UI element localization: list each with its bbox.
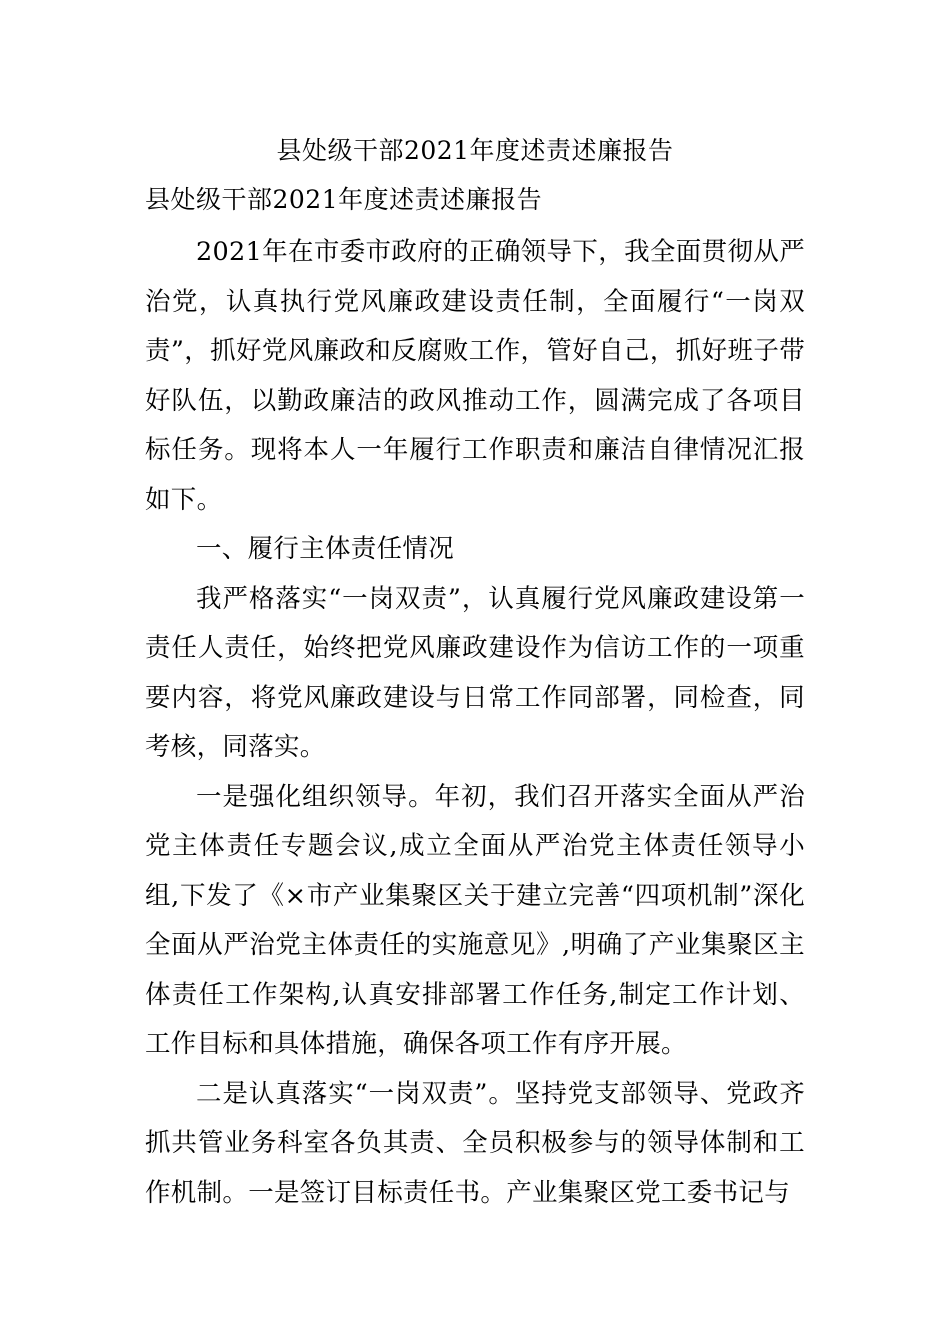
document-subtitle: 县处级干部2021年度述责述廉报告 (145, 185, 543, 214)
paragraph-organization: 一是强化组织领导。年初，我们召开落实全面从严治党主体责任专题会议,成立全面从严治党主体责任领导小组,下发了《×市产业集聚区关于建立完善“四项机制”深化全面从严治党主体责任的实施意见》,明确了产业集聚区主体责任工作架构,认真安排部署工作任务,制定工作计划、工作目标和具体措施，确保各项工作有序开展。 (145, 781, 805, 1059)
paragraph-intro: 2021年在市委市政府的正确领导下，我全面贯彻从严治党，认真执行党风廉政建设责任制，全面履行“一岗双责”，抓好党风廉政和反腐败工作，管好自己，抓好班子带好队伍，以勤政廉洁的政风推动工作，圆满完成了各项目标任务。现将本人一年履行工作职责和廉洁自律情况汇报如下。 (145, 237, 805, 515)
document-body (145, 228, 805, 1218)
document-title: 县处级干部2021年度述责述廉报告 (276, 136, 674, 165)
paragraph-dual-duty: 二是认真落实“一岗双责”。坚持党支部领导、党政齐抓共管业务科室各负其责、全员积极参与的领导体制和工作机制。一是签订目标责任书。产业集聚区党工委书记与 (145, 1078, 805, 1208)
paragraph-responsibility: 我严格落实“一岗双责”，认真履行党风廉政建设第一责任人责任，始终把党风廉政建设作为信访工作的一项重要内容，将党风廉政建设与日常工作同部署，同检查，同考核，同落实。 (145, 583, 805, 762)
section-heading-1: 一、履行主体责任情况 (196, 534, 455, 564)
